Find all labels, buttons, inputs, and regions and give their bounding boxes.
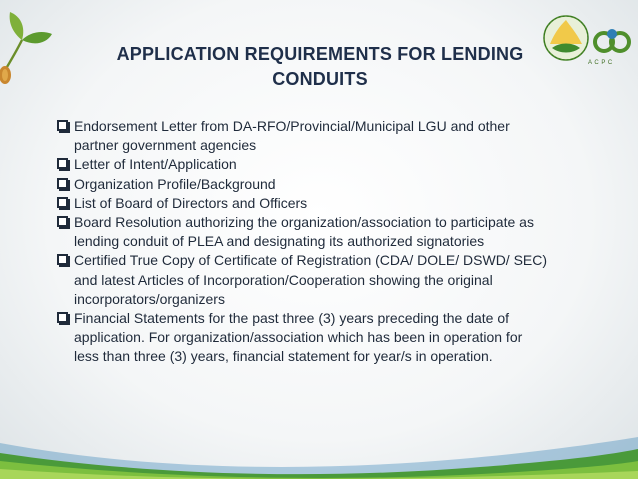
checkbox-bullet-icon xyxy=(57,120,68,131)
list-item: Board Resolution authorizing the organization/association to participate as lending conduit of PLEA and designating its authorized signatories xyxy=(56,213,631,251)
checkbox-bullet-icon xyxy=(57,158,68,169)
list-item: List of Board of Directors and Officers xyxy=(56,194,631,213)
list-item: Financial Statements for the past three (3) years preceding the date of application. For organization/association which has been in operation for less than three (3) years, financial statement for year/s in operation. xyxy=(56,309,631,367)
list-item: Endorsement Letter from DA-RFO/Provincial/Municipal LGU and other partner government agencies xyxy=(56,117,631,155)
page-title xyxy=(80,42,560,92)
requirements-list xyxy=(56,117,631,367)
checkbox-bullet-icon xyxy=(57,216,68,227)
checkbox-bullet-icon xyxy=(57,178,68,189)
checkbox-bullet-icon xyxy=(57,254,68,265)
bottom-wave-decoration xyxy=(0,399,638,479)
list-item: Letter of Intent/Application xyxy=(56,155,631,174)
title-line-1: APPLICATION REQUIREMENTS FOR LENDING xyxy=(116,44,524,64)
title-line-2: CONDUITS xyxy=(272,69,368,89)
acpc-label: A C P C xyxy=(588,60,613,66)
list-item: Certified True Copy of Certificate of Registration (CDA/ DOLE/ DSWD/ SEC) and latest Articles of Incorporation/Cooperation showing the original incorporators/organizers xyxy=(56,251,631,309)
checkbox-bullet-icon xyxy=(57,197,68,208)
checkbox-bullet-icon xyxy=(57,312,68,323)
list-item: Organization Profile/Background xyxy=(56,175,631,194)
sprout-icon xyxy=(0,0,60,90)
